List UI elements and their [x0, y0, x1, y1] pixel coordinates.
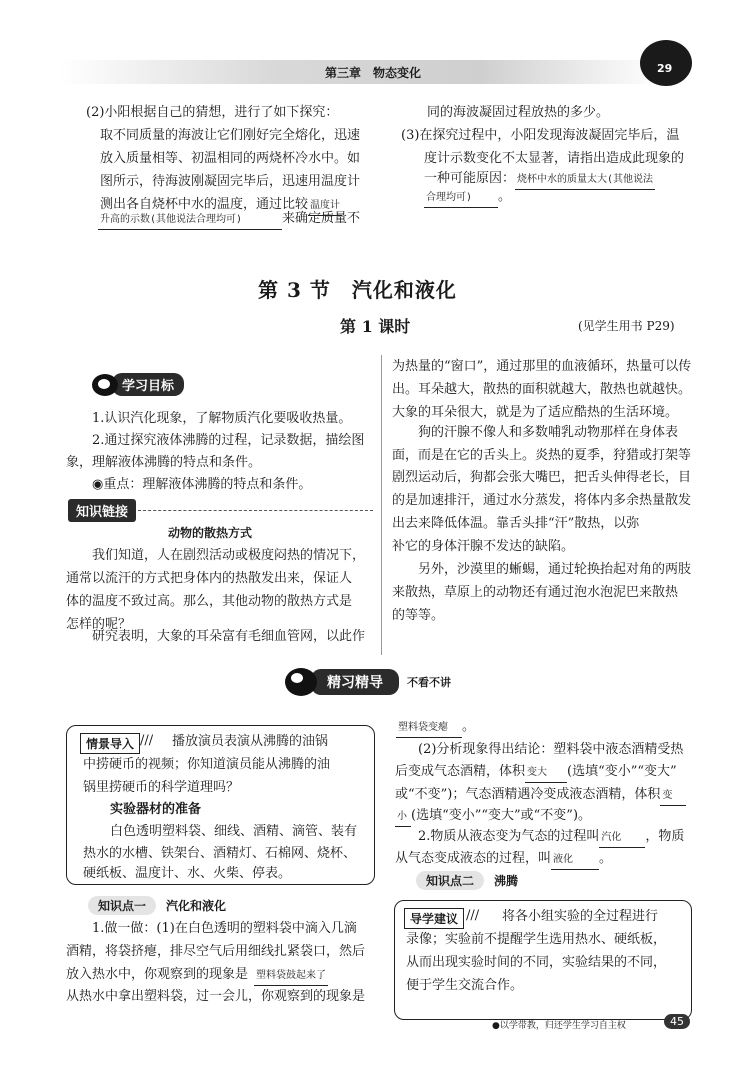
- suggest-tag: 导学建议: [404, 908, 464, 929]
- link-rule: [138, 510, 373, 511]
- page-number: 45: [664, 1014, 690, 1029]
- guide-label: 精习精导: [311, 669, 399, 695]
- guide-note: 不看不讲: [407, 676, 451, 689]
- rb-b2-tail: 。: [599, 851, 613, 866]
- textbook-reference: (见学生用书 P29): [578, 319, 675, 333]
- rb-b2-text: 从气态变成液态的过程，叫: [395, 851, 552, 866]
- kp2-header: [416, 871, 518, 890]
- goals-header: [92, 373, 184, 396]
- rb-b1-text: 2.物质从液态变为气态的过程叫: [418, 829, 600, 844]
- chapter-title: 第三章 物态变化: [325, 66, 422, 80]
- top-left-l2: 取不同质量的海波让它们刚好完全熔化，迅速: [100, 128, 361, 143]
- top-left-l6-text: 来确定质量不: [282, 211, 361, 226]
- intro-l1: 播放演员表演从沸腾的油锅: [172, 734, 329, 749]
- link-p1: 我们知道，人在剧烈活动或极度闷热的情况下，: [92, 548, 366, 563]
- lesson-title: 第 1 课时: [340, 317, 411, 336]
- suggest-l4: 便于学生交流合作。: [406, 978, 524, 993]
- rb-a4: [395, 807, 591, 827]
- top-right-l4-text: 一种可能原因：: [424, 171, 516, 186]
- footer-slogan: ●以学带教，归还学生学习自主权: [492, 1021, 626, 1031]
- goal-1: 1.认识汽化现象，了解物质汽化要吸收热量。: [92, 411, 352, 426]
- swirl-icon: [92, 374, 118, 396]
- chapter-badge-number: 29: [657, 62, 673, 75]
- right-r4: 狗的汗腺不像人和多数哺乳动物那样在身体表: [418, 425, 679, 440]
- kp2-label: 知识点二: [416, 871, 484, 890]
- right-r5: 面，而是在它的舌头上。炎热的夏季，狩猎或打架等: [392, 448, 692, 463]
- guide-header: [285, 668, 451, 696]
- kp1-l3-text: 放入热水中，你观察到的现象是: [66, 967, 249, 982]
- kp1-title: 汽化和液化: [166, 899, 227, 913]
- rb-answer-top: 塑料袋变瘪 。: [396, 718, 475, 738]
- rb-a1: (2)分析现象得出结论：塑料袋中液态酒精受热: [418, 742, 684, 757]
- link-p4: 怎样的呢？: [66, 617, 132, 632]
- top-left-l6: [98, 210, 360, 230]
- answer-handwritten: 塑料袋鼓起来了: [254, 967, 328, 986]
- answer-handwritten: 烧杯中水的质量太大(其他说法: [515, 171, 655, 190]
- right-r7: 的是加速排汗，通过水分蒸发，将体内多余热量散发: [392, 493, 692, 508]
- rb-a2-text: 后变成气态酒精，体积: [395, 764, 526, 779]
- suggest-l3: 从而出现实验时间的不同，实验结果的不同，: [406, 955, 667, 970]
- top-right-l1: 同的海波凝固过程放热的多少。: [427, 105, 610, 120]
- rb-a2: [395, 763, 677, 783]
- equip-l3: 硬纸板、温度计、水、火柴、停表。: [83, 866, 292, 881]
- link-p3: 体的温度不致过高。那么，其他动物的散热方式是: [66, 594, 353, 609]
- rb-b1-tail: ，物质: [645, 829, 685, 844]
- right-r11: 来散热，草原上的动物还有通过泡水泡泥巴来散热: [392, 585, 679, 600]
- answer-handwritten: 塑料袋变瘪: [396, 719, 462, 738]
- kp1-l4: 从热水中拿出塑料袋，过一会儿，你观察到的现象是: [66, 989, 366, 1004]
- right-r9: 补它的身体汗腺不发达的缺陷。: [392, 539, 575, 554]
- link-p2: 通常以流汗的方式把身体内的热散发出来，保证人: [66, 571, 353, 586]
- rb-a2-tail: (选填“变小”“变大”: [567, 764, 677, 779]
- kp1-label: 知识点一: [88, 896, 156, 915]
- intro-l3: 锅里捞硬币的科学道理吗？: [83, 780, 240, 795]
- answer-handwritten: 汽化: [599, 829, 645, 848]
- kp1-l3: [66, 966, 328, 986]
- top-right-l5-end: 。: [498, 189, 512, 204]
- rb-a3: [395, 786, 686, 806]
- intro-l2: 中捞硬币的视频；你知道演员能从沸腾的油: [83, 757, 331, 772]
- right-r2: 出。耳朵越大，散热的面积就越大，散热也就越快。: [392, 382, 692, 397]
- equip-l2: 热水的水槽、铁架台、酒精灯、石棉网、烧杯、: [83, 846, 357, 861]
- swirl-icon: [285, 668, 317, 696]
- top-left-l5-text: 测出各自烧杯中水的温度，通过比较: [100, 197, 309, 212]
- goals-label: 学习目标: [112, 373, 184, 396]
- top-right-l2: (3)在探究过程中，小阳发现海波凝固完毕后，温: [401, 128, 680, 143]
- top-left-l4: 图所示，待海波刚凝固完毕后，迅速用温度计: [100, 174, 361, 189]
- answer-handwritten: 合理均可): [424, 189, 498, 208]
- link-heading: 动物的散热方式: [168, 526, 253, 540]
- top-right-l5: [424, 188, 511, 208]
- top-left-l3: 放入质量相等、初温相同的两烧杯冷水中。如: [100, 151, 361, 166]
- answer-handwritten: 小: [395, 808, 411, 827]
- answer-handwritten: 变: [660, 787, 686, 806]
- right-r12: 的等等。: [392, 608, 445, 623]
- goal-2b: 象，理解液体沸腾的特点和条件。: [66, 455, 262, 470]
- answer-handwritten: 升高的示数(其他说法合理均可): [98, 211, 282, 230]
- top-left-l1: (2)小阳根据自己的猜想，进行了如下探究：: [86, 105, 339, 120]
- equip-title: 实验器材的准备: [110, 802, 202, 817]
- suggest-l1: 将各小组实验的全过程进行: [502, 909, 659, 924]
- goal-focus: ◉重点：理解液体沸腾的特点和条件。: [92, 477, 312, 492]
- rb-b2: [395, 850, 612, 870]
- rb-a3-text: 或“不变”)；气态酒精遇冷变成液态酒精，体积: [395, 787, 661, 802]
- answer-handwritten: 温度计: [308, 197, 342, 216]
- kp2-title: 沸腾: [494, 874, 519, 888]
- right-r1: 为热量的“窗口”，通过那里的血液循环，热量可以传: [392, 359, 692, 374]
- goal-2a: 2.通过探究液体沸腾的过程，记录数据，描绘图: [92, 433, 365, 448]
- suggest-l2: 录像；实验前不提醒学生选用热水、硬纸板，: [406, 932, 667, 947]
- link-p5: 研究表明，大象的耳朵富有毛细血管网，以此作: [92, 629, 366, 644]
- intro-slashes: ///: [140, 733, 154, 748]
- top-right-l4: [424, 170, 655, 190]
- top-right-l3: 度计示数变化不太显著，请指出造成此现象的: [424, 151, 685, 166]
- equip-l1: 白色透明塑料袋、细线、酒精、滴管、装有: [110, 824, 358, 839]
- link-label: 知识链接: [68, 499, 136, 522]
- right-r3: 大象的耳朵很大，就是为了适应酷热的生活环境。: [392, 405, 679, 420]
- section-title: 第 3 节 汽化和液化: [258, 278, 457, 302]
- right-r10: 另外，沙漠里的蜥蜴，通过轮换抬起对角的两肢: [418, 562, 692, 577]
- suggest-slashes: ///: [466, 908, 480, 923]
- kp1-header: [88, 896, 226, 915]
- kp1-l1: 1.做一做：(1)在白色透明的塑料袋中滴入几滴: [92, 921, 357, 936]
- kp1-l2: 酒精，将袋挤瘪，排尽空气后用细线扎紧袋口，然后: [66, 944, 366, 959]
- answer-handwritten: 液化: [551, 851, 599, 870]
- right-r8: 出去来降低体温。靠舌头排“汗”散热，以弥: [392, 516, 640, 531]
- rb-b1: [418, 828, 684, 848]
- answer-handwritten: 变大: [525, 764, 567, 783]
- rb-a4-text: (选填“变小”“变大”或“不变”)。: [411, 808, 592, 823]
- intro-tag: 情景导入: [80, 733, 140, 754]
- column-divider: [381, 355, 382, 655]
- right-r6: 剧烈运动后，狗都会张大嘴巴，把舌头伸得老长，目: [392, 470, 692, 485]
